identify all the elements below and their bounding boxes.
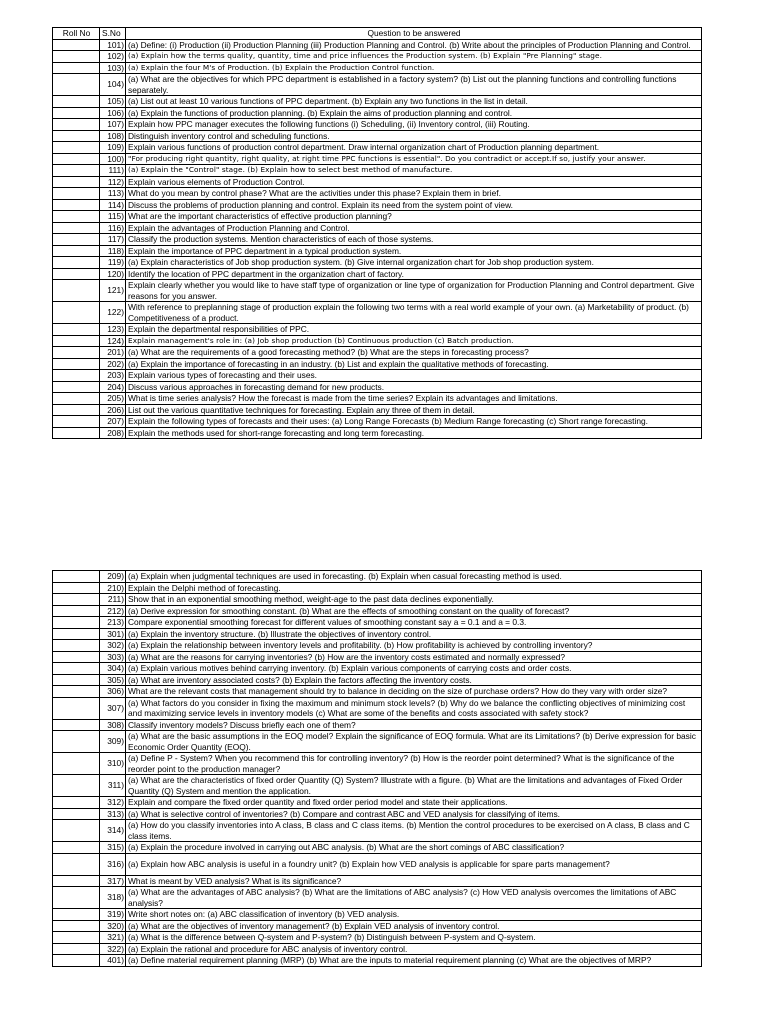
table-row <box>53 142 702 154</box>
sno-cell: 208) <box>100 427 126 439</box>
roll-no-cell <box>53 605 100 617</box>
sno-cell: 321) <box>100 932 126 944</box>
table-row <box>53 74 702 96</box>
roll-no-cell <box>53 853 100 875</box>
sno-cell: 118) <box>100 245 126 257</box>
roll-no-cell <box>53 820 100 842</box>
question-cell: (a) Explain the relationship between inventory levels and profitability. (b) How profitability is achieved by controlling inventory? <box>126 640 702 652</box>
roll-no-cell <box>53 875 100 887</box>
table-row <box>53 381 702 393</box>
roll-no-cell <box>53 257 100 269</box>
sno-cell: 101) <box>100 39 126 51</box>
table-row <box>53 280 702 302</box>
sno-cell: 317) <box>100 875 126 887</box>
sno-cell: 401) <box>100 955 126 967</box>
table-row <box>53 820 702 842</box>
question-cell: (a) What are the objectives of inventory management? (b) Explain VED analysis of inventory control. <box>126 920 702 932</box>
roll-no-cell <box>53 842 100 854</box>
roll-no-cell <box>53 651 100 663</box>
table-row <box>53 302 702 324</box>
question-cell: What are the relevant costs that management should try to balance in deciding on the size of purchase orders? How do they vary with order size? <box>126 686 702 698</box>
table-row <box>53 932 702 944</box>
question-cell: Show that in an exponential smoothing method, weight-age to the past data declines exponentially. <box>126 594 702 606</box>
question-cell: (a) Explain the rational and procedure for ABC analysis of inventory control. <box>126 943 702 955</box>
sno-cell: 103) <box>100 62 126 74</box>
question-cell: Explain the advantages of Production Planning and Control. <box>126 222 702 234</box>
sno-cell: 304) <box>100 663 126 675</box>
table-row <box>53 719 702 731</box>
sno-cell: 205) <box>100 393 126 405</box>
question-cell: (a) Explain characteristics of Job shop production system. (b) Give internal organization chart for Job shop production system. <box>126 257 702 269</box>
roll-no-cell <box>53 416 100 428</box>
question-cell: (a) List out at least 10 various functions of PPC department. (b) Explain any two functions in the list in detail. <box>126 96 702 108</box>
table-row <box>53 96 702 108</box>
roll-no-cell <box>53 335 100 347</box>
roll-no-cell <box>53 222 100 234</box>
table-row <box>53 222 702 234</box>
table-row <box>53 427 702 439</box>
question-cell: (a) Explain the "Control" stage. (b) Explain how to select best method of manufacture. <box>126 165 702 177</box>
sno-cell: 308) <box>100 719 126 731</box>
roll-no-cell <box>53 909 100 921</box>
table-row <box>53 199 702 211</box>
sno-cell: 116) <box>100 222 126 234</box>
table-row <box>53 358 702 370</box>
roll-no-cell <box>53 775 100 797</box>
roll-no-cell <box>53 628 100 640</box>
question-cell: Classify inventory models? Discuss briefly each one of them? <box>126 719 702 731</box>
question-cell: Explain and compare the fixed order quantity and fixed order period model and state their applications. <box>126 797 702 809</box>
table-row <box>53 582 702 594</box>
roll-no-cell <box>53 51 100 63</box>
roll-no-cell <box>53 943 100 955</box>
sno-cell: 109) <box>100 142 126 154</box>
table-row <box>53 775 702 797</box>
table-row <box>53 909 702 921</box>
table-row <box>53 628 702 640</box>
question-cell: "For producing right quantity, right quality, at right time PPC functions is essential". Do you contradict or accept.If so, justify your answer. <box>126 153 702 165</box>
roll-no-cell <box>53 797 100 809</box>
table-row <box>53 731 702 753</box>
roll-no-cell <box>53 347 100 359</box>
question-cell: (a) What are the characteristics of fixed order Quantity (Q) System? Illustrate with a figure. (b) What are the limitations and advantages of Fixed Order Quantity (Q) System and mention the application. <box>126 775 702 797</box>
roll-no-cell <box>53 39 100 51</box>
sno-cell: 203) <box>100 370 126 382</box>
table-row <box>53 119 702 131</box>
table-row <box>53 234 702 246</box>
roll-no-cell <box>53 617 100 629</box>
sno-cell: 106) <box>100 107 126 119</box>
roll-no-cell <box>53 393 100 405</box>
question-cell: What is meant by VED analysis? What is its significance? <box>126 875 702 887</box>
question-cell: What do you mean by control phase? What are the activities under this phase? Explain them in brief. <box>126 188 702 200</box>
question-cell: Explain management's role in: (a) Job shop production (b) Continuous production (c) Batch production. <box>126 335 702 347</box>
question-cell: Explain the Delphi method of forecasting. <box>126 582 702 594</box>
roll-no-cell <box>53 280 100 302</box>
sno-cell: 204) <box>100 381 126 393</box>
table-row <box>53 416 702 428</box>
table-row <box>53 686 702 698</box>
table-row <box>53 594 702 606</box>
table-row <box>53 245 702 257</box>
question-cell: (a) What are inventory associated costs? (b) Explain the factors affecting the inventory costs. <box>126 674 702 686</box>
table-row <box>53 663 702 675</box>
question-cell: Explain various functions of production control department. Draw internal organization chart of Production planning department. <box>126 142 702 154</box>
question-cell: Explain various types of forecasting and their uses. <box>126 370 702 382</box>
table-row <box>53 347 702 359</box>
question-cell: (a) What factors do you consider in fixing the maximum and minimum stock levels? (b) Why do we balance the conflicting objectives of minimizing cost and maximizing service levels in inventory models (c) What are some of the benefits and costs associated with safety stock? <box>126 697 702 719</box>
roll-no-cell <box>53 370 100 382</box>
roll-no-cell <box>53 130 100 142</box>
sno-cell: 120) <box>100 268 126 280</box>
question-cell: (a) What are the basic assumptions in the EOQ model? Explain the significance of EOQ formula. What are its Limitations? (b) Derive expression for basic Economic Order Quantity (EOQ). <box>126 731 702 753</box>
sno-cell: 114) <box>100 199 126 211</box>
roll-no-cell <box>53 753 100 775</box>
sno-cell: 312) <box>100 797 126 809</box>
question-cell: Explain various elements of Production Control. <box>126 176 702 188</box>
sno-header: S.No <box>100 28 126 40</box>
table-row <box>53 617 702 629</box>
table-row <box>53 651 702 663</box>
sno-cell: 309) <box>100 731 126 753</box>
sno-cell: 213) <box>100 617 126 629</box>
table-row <box>53 62 702 74</box>
question-cell: List out the various quantitative techniques for forecasting. Explain any three of them in detail. <box>126 404 702 416</box>
table-row <box>53 324 702 336</box>
sno-cell: 301) <box>100 628 126 640</box>
roll-no-cell <box>53 381 100 393</box>
sno-cell: 119) <box>100 257 126 269</box>
roll-no-cell <box>53 62 100 74</box>
roll-no-cell <box>53 427 100 439</box>
sno-cell: 209) <box>100 571 126 583</box>
sno-cell: 307) <box>100 697 126 719</box>
question-cell: (a) What are the requirements of a good forecasting method? (b) What are the steps in forecasting process? <box>126 347 702 359</box>
sno-cell: 121) <box>100 280 126 302</box>
sno-cell: 113) <box>100 188 126 200</box>
sno-cell: 104) <box>100 74 126 96</box>
table-row <box>53 39 702 51</box>
roll-no-cell <box>53 96 100 108</box>
sno-cell: 124) <box>100 335 126 347</box>
sno-cell: 212) <box>100 605 126 617</box>
sno-cell: 210) <box>100 582 126 594</box>
sno-cell: 303) <box>100 651 126 663</box>
sno-cell: 318) <box>100 887 126 909</box>
sno-cell: 112) <box>100 176 126 188</box>
roll-no-cell <box>53 153 100 165</box>
question-table-1 <box>52 27 702 439</box>
table-header-row <box>53 28 702 40</box>
question-table-2 <box>52 570 702 967</box>
table-row <box>53 268 702 280</box>
sno-cell: 319) <box>100 909 126 921</box>
question-cell: Distinguish inventory control and scheduling functions. <box>126 130 702 142</box>
roll-no-cell <box>53 245 100 257</box>
sno-cell: 100) <box>100 153 126 165</box>
question-cell: (a) Define: (i) Production (ii) Production Planning (iii) Production Planning and Control. (b) Write about the principles of Production Planning and Control. <box>126 39 702 51</box>
question-cell: (a) What is selective control of inventories? (b) Compare and contrast ABC and VED analysis for classifying of items. <box>126 808 702 820</box>
question-cell: (a) Explain the importance of forecasting in an industry. (b) List and explain the qualitative methods of forecasting. <box>126 358 702 370</box>
table-row <box>53 176 702 188</box>
question-cell: Explain the following types of forecasts and their uses: (a) Long Range Forecasts (b) Medium Range forecasting (c) Short range forecasting. <box>126 416 702 428</box>
question-cell: Explain the importance of PPC department in a typical production system. <box>126 245 702 257</box>
sno-cell: 201) <box>100 347 126 359</box>
table-row <box>53 257 702 269</box>
sno-cell: 211) <box>100 594 126 606</box>
sno-cell: 306) <box>100 686 126 698</box>
roll-no-cell <box>53 719 100 731</box>
roll-no-cell <box>53 176 100 188</box>
question-cell: Discuss various approaches in forecasting demand for new products. <box>126 381 702 393</box>
sno-cell: 202) <box>100 358 126 370</box>
question-cell: Explain the departmental responsibilities of PPC. <box>126 324 702 336</box>
roll-no-header: Roll No <box>53 28 100 40</box>
question-cell: (a) What is the difference between Q-system and P-system? (b) Distinguish between P-system and Q-system. <box>126 932 702 944</box>
roll-no-cell <box>53 571 100 583</box>
question-cell: (a) Define material requirement planning (MRP) (b) What are the inputs to material requirement planning (c) What are the objectives of MRP? <box>126 955 702 967</box>
roll-no-cell <box>53 920 100 932</box>
sno-cell: 311) <box>100 775 126 797</box>
sno-cell: 316) <box>100 853 126 875</box>
table-row <box>53 955 702 967</box>
sno-cell: 302) <box>100 640 126 652</box>
sno-cell: 107) <box>100 119 126 131</box>
roll-no-cell <box>53 686 100 698</box>
table-row <box>53 842 702 854</box>
roll-no-cell <box>53 731 100 753</box>
roll-no-cell <box>53 324 100 336</box>
sno-cell: 207) <box>100 416 126 428</box>
question-cell: (a) Explain how the terms quality, quantity, time and price influences the Production system. (b) Explain "Pre Planning" stage. <box>126 51 702 63</box>
table-row <box>53 753 702 775</box>
roll-no-cell <box>53 404 100 416</box>
question-cell: (a) Explain the procedure involved in carrying out ABC analysis. (b) What are the short comings of ABC classification? <box>126 842 702 854</box>
question-cell: (a) Explain the functions of production planning. (b) Explain the aims of production planning and control. <box>126 107 702 119</box>
roll-no-cell <box>53 199 100 211</box>
roll-no-cell <box>53 142 100 154</box>
table-row <box>53 571 702 583</box>
table-row <box>53 370 702 382</box>
roll-no-cell <box>53 74 100 96</box>
table-row <box>53 165 702 177</box>
question-cell: (a) Derive expression for smoothing constant. (b) What are the effects of smoothing constant on the quality of forecast? <box>126 605 702 617</box>
question-cell: (a) How do you classify inventories into A class, B class and C class items. (b) Mention the control procedures to be exercised on A class, B class and C class items. <box>126 820 702 842</box>
sno-cell: 111) <box>100 165 126 177</box>
sno-cell: 115) <box>100 211 126 223</box>
roll-no-cell <box>53 358 100 370</box>
table-row <box>53 393 702 405</box>
sno-cell: 322) <box>100 943 126 955</box>
sno-cell: 320) <box>100 920 126 932</box>
table-row <box>53 130 702 142</box>
sno-cell: 117) <box>100 234 126 246</box>
roll-no-cell <box>53 887 100 909</box>
question-cell: Compare exponential smoothing forecast for different values of smoothing constant say a = 0.1 and a = 0.3. <box>126 617 702 629</box>
question-header: Question to be answered <box>126 28 702 40</box>
sno-cell: 123) <box>100 324 126 336</box>
sno-cell: 314) <box>100 820 126 842</box>
table-row <box>53 335 702 347</box>
table-row <box>53 674 702 686</box>
sno-cell: 315) <box>100 842 126 854</box>
question-cell: What is time series analysis? How the forecast is made from the time series? Explain its advantages and limitations. <box>126 393 702 405</box>
question-cell: (a) Explain when judgmental techniques are used in forecasting. (b) Explain when casual forecasting method is used. <box>126 571 702 583</box>
question-cell: (a) Explain various motives behind carrying inventory. (b) Explain various components of carrying costs and order costs. <box>126 663 702 675</box>
roll-no-cell <box>53 582 100 594</box>
table-row <box>53 404 702 416</box>
roll-no-cell <box>53 234 100 246</box>
table-row <box>53 808 702 820</box>
roll-no-cell <box>53 211 100 223</box>
roll-no-cell <box>53 107 100 119</box>
question-cell: (a) What are the advantages of ABC analysis? (b) What are the limitations of ABC analysis? (c) How VED analysis overcomes the limitations of ABC analysis? <box>126 887 702 909</box>
roll-no-cell <box>53 808 100 820</box>
roll-no-cell <box>53 268 100 280</box>
question-cell: Explain the methods used for short-range forecasting and long term forecasting. <box>126 427 702 439</box>
question-list-1 <box>53 39 702 439</box>
table-row <box>53 188 702 200</box>
sno-cell: 105) <box>100 96 126 108</box>
sno-cell: 313) <box>100 808 126 820</box>
question-cell: (a) Define P - System? When you recommend this for controlling inventory? (b) How is the reorder point determined? What is the significance of the reorder point to the production manager? <box>126 753 702 775</box>
sno-cell: 305) <box>100 674 126 686</box>
sno-cell: 206) <box>100 404 126 416</box>
table-row <box>53 943 702 955</box>
roll-no-cell <box>53 674 100 686</box>
question-cell: (a) Explain the four M's of Production. (b) Explain the Production Control function. <box>126 62 702 74</box>
question-cell: With reference to preplanning stage of production explain the following two terms with a real world example of your own. (a) Marketability of product. (b) Competitiveness of a product. <box>126 302 702 324</box>
sno-cell: 122) <box>100 302 126 324</box>
table-row <box>53 920 702 932</box>
roll-no-cell <box>53 594 100 606</box>
roll-no-cell <box>53 955 100 967</box>
roll-no-cell <box>53 188 100 200</box>
table-row <box>53 853 702 875</box>
question-cell: Explain how PPC manager executes the following functions (i) Scheduling, (ii) Inventory control, (iii) Routing. <box>126 119 702 131</box>
roll-no-cell <box>53 640 100 652</box>
sno-cell: 102) <box>100 51 126 63</box>
table-row <box>53 640 702 652</box>
roll-no-cell <box>53 697 100 719</box>
table-row <box>53 605 702 617</box>
question-cell: Explain clearly whether you would like to have staff type of organization or line type of organization for Production Planning and Control department. Give reasons for you answer. <box>126 280 702 302</box>
table-row <box>53 875 702 887</box>
question-cell: Identify the location of PPC department in the organization chart of factory. <box>126 268 702 280</box>
question-cell: Classify the production systems. Mention characteristics of each of those systems. <box>126 234 702 246</box>
question-cell: What are the important characteristics of effective production planning? <box>126 211 702 223</box>
roll-no-cell <box>53 119 100 131</box>
question-cell: (a) What are the reasons for carrying inventories? (b) How are the inventory costs estimated and normally expressed? <box>126 651 702 663</box>
sno-cell: 310) <box>100 753 126 775</box>
table-row <box>53 153 702 165</box>
sno-cell: 108) <box>100 130 126 142</box>
table-row <box>53 697 702 719</box>
question-list-2 <box>53 571 702 967</box>
roll-no-cell <box>53 165 100 177</box>
table-row <box>53 51 702 63</box>
roll-no-cell <box>53 302 100 324</box>
table-row <box>53 887 702 909</box>
table-row <box>53 211 702 223</box>
question-cell: (a) Explain how ABC analysis is useful in a foundry unit? (b) Explain how VED analysis is applicable for spare parts management? <box>126 853 702 875</box>
question-cell: (a) What are the objectives for which PPC department is established in a factory system? (b) List out the planning functions and controlling functions separately. <box>126 74 702 96</box>
table-row <box>53 107 702 119</box>
roll-no-cell <box>53 663 100 675</box>
question-cell: Discuss the problems of production planning and control. Explain its need from the system point of view. <box>126 199 702 211</box>
question-cell: Write short notes on: (a) ABC classification of inventory (b) VED analysis. <box>126 909 702 921</box>
roll-no-cell <box>53 932 100 944</box>
table-row <box>53 797 702 809</box>
question-cell: (a) Explain the inventory structure. (b) Illustrate the objectives of inventory control. <box>126 628 702 640</box>
